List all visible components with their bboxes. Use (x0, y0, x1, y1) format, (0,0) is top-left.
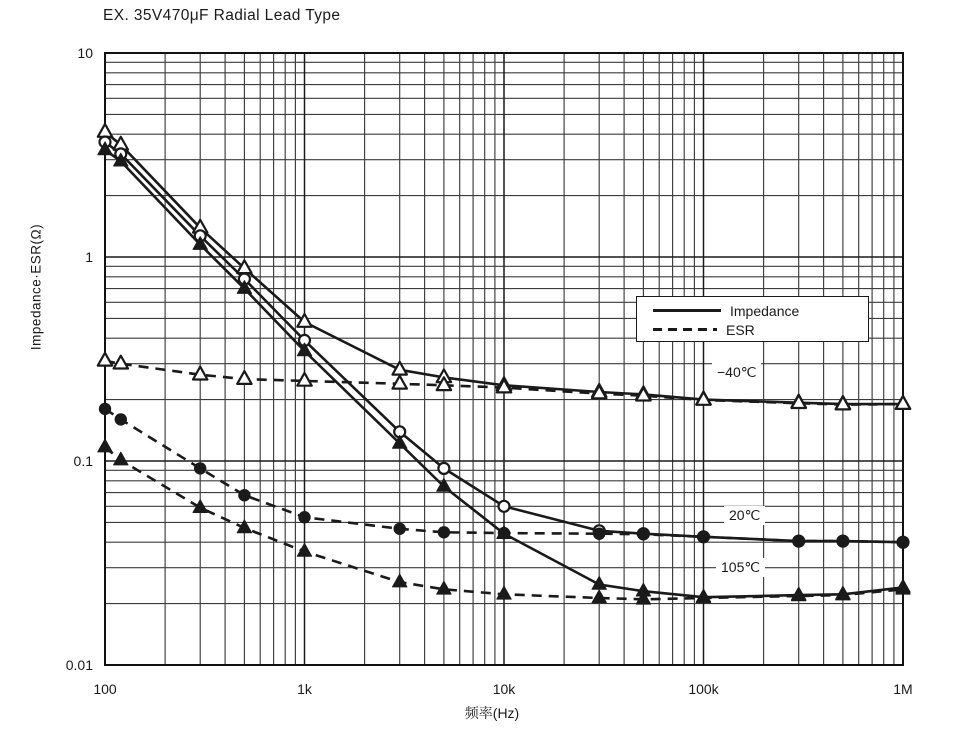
y-tick-label: 1 (85, 249, 93, 265)
curve-label-minus40c: −40℃ (712, 363, 761, 382)
legend-label-esr: ESR (726, 321, 755, 338)
legend (636, 296, 869, 342)
y-tick-label: 0.01 (65, 657, 93, 673)
legend-row-impedance (653, 301, 868, 320)
x-tick-label: 100 (93, 681, 117, 697)
y-tick-label: 0.1 (73, 453, 93, 469)
y-tick-label: 10 (77, 45, 93, 61)
curve-label-105c: 105℃ (716, 558, 765, 577)
legend-dashed-line-sample (653, 328, 717, 331)
axis-tick-labels (66, 45, 913, 697)
curve-label-20c: 20℃ (724, 506, 765, 525)
legend-solid-line-sample (653, 309, 721, 312)
x-tick-label: 1M (893, 681, 913, 697)
legend-row-esr (653, 320, 868, 339)
x-tick-label: 100k (688, 681, 719, 697)
x-tick-label: 1k (297, 681, 312, 697)
x-tick-label: 10k (492, 681, 516, 697)
y-axis-title: Impedance·ESR(Ω) (28, 223, 44, 351)
legend-label-impedance: Impedance (730, 302, 800, 319)
chart-title: EX. 35V470μF Radial Lead Type (103, 7, 341, 24)
x-axis-title: 频率(Hz) (464, 705, 520, 721)
